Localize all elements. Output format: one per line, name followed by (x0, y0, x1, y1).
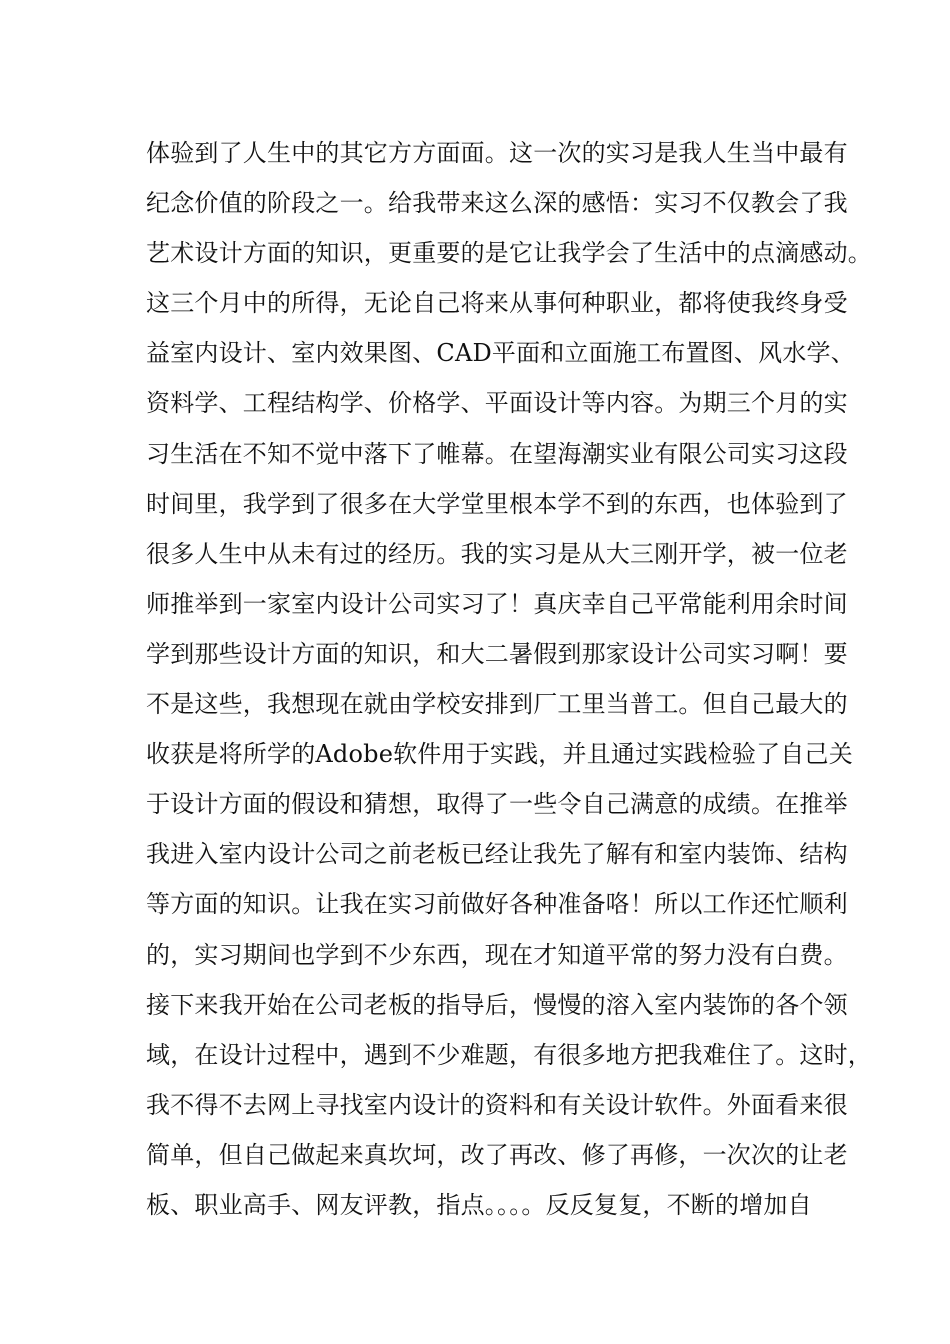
text-line-13: 收获是将所学的Adobe软件用于实践，并且通过实践检验了自己关 (146, 740, 853, 769)
body-text (146, 128, 872, 1230)
text-line-18: 接下来我开始在公司老板的指导后，慢慢的溶入室内装饰的各个领 (146, 990, 848, 1019)
text-line-11: 学到那些设计方面的知识，和大二暑假到那家设计公司实习啊！要 (146, 639, 848, 668)
text-line-3: 艺术设计方面的知识，更重要的是它让我学会了生活中的点滴感动。 (146, 239, 872, 268)
text-line-15: 我进入室内设计公司之前老板已经让我先了解有和室内装饰、结构 (146, 840, 848, 869)
text-line-22: 板、职业高手、网友评教，指点。。。。反反复复，不断的增加自 (146, 1190, 812, 1219)
text-line-1: 体验到了人生中的其它方方面面。这一次的实习是我人生当中最有 (146, 139, 848, 167)
text-line-14: 于设计方面的假设和猜想，取得了一些令自己满意的成绩。在推举 (146, 790, 848, 819)
text-line-4: 这三个月中的所得，无论自己将来从事何种职业，都将使我终身受 (146, 289, 848, 318)
text-line-17: 的，实习期间也学到不少东西，现在才知道平常的努力没有白费。 (146, 940, 848, 969)
text-line-10: 师推举到一家室内设计公司实习了！真庆幸自己平常能利用余时间 (146, 589, 848, 618)
text-line-21: 简单，但自己做起来真坎坷，改了再改、修了再修，一次次的让老 (146, 1140, 848, 1169)
text-line-2: 纪念价值的阶段之一。给我带来这么深的感悟：实习不仅教会了我 (146, 189, 848, 218)
text-line-19: 域，在设计过程中，遇到不少难题，有很多地方把我难住了。这时， (146, 1040, 872, 1069)
text-line-20: 我不得不去网上寻找室内设计的资料和有关设计软件。外面看来很 (146, 1090, 848, 1119)
text-line-16: 等方面的知识。让我在实习前做好各种准备咯！所以工作还忙顺利 (146, 890, 848, 919)
text-line-12: 不是这些，我想现在就由学校安排到厂工里当普工。但自己最大的 (146, 690, 848, 719)
text-line-8: 时间里，我学到了很多在大学堂里根本学不到的东西，也体验到了 (146, 489, 848, 518)
text-line-6: 资料学、工程结构学、价格学、平面设计等内容。为期三个月的实 (146, 389, 848, 418)
text-line-7: 习生活在不知不觉中落下了帷幕。在望海潮实业有限公司实习这段 (146, 439, 848, 468)
text-line-9: 很多人生中从未有过的经历。我的实习是从大三刚开学，被一位老 (146, 539, 848, 568)
text-line-5: 益室内设计、室内效果图、CAD平面和立面施工布置图、风水学、 (146, 339, 855, 368)
